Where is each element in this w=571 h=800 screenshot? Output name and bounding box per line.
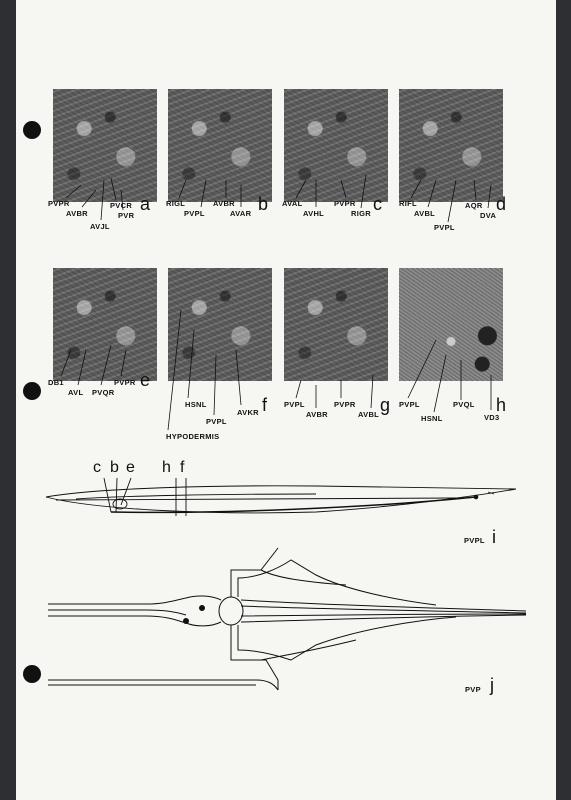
label: PVPR	[334, 199, 356, 208]
label: RIGL	[166, 199, 186, 208]
marker-b: b	[110, 459, 119, 476]
label: PVR	[118, 211, 135, 220]
panel-letter: f	[262, 395, 268, 415]
panel-letter: h	[496, 395, 507, 415]
label: DVA	[480, 211, 497, 220]
label: AVHL	[303, 209, 325, 218]
panel-letter: g	[380, 395, 391, 415]
marker-e: e	[126, 459, 135, 476]
label: AVBR	[306, 410, 328, 419]
label: PVPR	[114, 378, 136, 387]
marker-f: f	[180, 459, 185, 476]
label: PVCR	[110, 201, 133, 210]
label: RIFL	[399, 199, 417, 208]
label: AVBR	[66, 209, 88, 218]
label: PVPL	[399, 400, 420, 409]
label: AVAR	[230, 209, 252, 218]
label: PVQR	[92, 388, 115, 397]
neuron-label: PVPL	[464, 536, 485, 545]
panel-letter: d	[496, 194, 507, 214]
marker-c: c	[93, 459, 101, 476]
label: PVPL	[206, 417, 227, 426]
label: AVL	[68, 388, 84, 397]
panel-letter: i	[492, 527, 496, 547]
label: PVQL	[453, 400, 475, 409]
label: AVAL	[282, 199, 303, 208]
label: PVPL	[184, 209, 205, 218]
label: PVPL	[284, 400, 305, 409]
label: PVPL	[434, 223, 455, 232]
panel-letter: b	[258, 194, 269, 214]
panel-letter: e	[140, 370, 151, 390]
label: PVPR	[48, 199, 70, 208]
label: AVBL	[414, 209, 436, 218]
label: HSNL	[185, 400, 207, 409]
paper-page	[16, 0, 556, 800]
neuron-label: PVP	[465, 685, 481, 694]
label: HSNL	[421, 414, 443, 423]
label: HYPODERMIS	[166, 432, 220, 441]
marker-h: h	[162, 459, 171, 476]
label: AVBL	[358, 410, 380, 419]
label: AVKR	[237, 408, 259, 417]
label: PVPR	[334, 400, 356, 409]
label: RIGR	[351, 209, 371, 218]
label: VD3	[484, 413, 500, 422]
label: AVJL	[90, 222, 110, 231]
panel-letter: j	[490, 675, 494, 695]
panel-letter: c	[373, 194, 382, 214]
label: AQR	[465, 201, 483, 210]
worm-diagram-j	[48, 548, 526, 690]
worm-diagram-i	[46, 478, 516, 516]
label: DB1	[48, 378, 64, 387]
label: AVBR	[213, 199, 235, 208]
panel-letter: a	[140, 194, 151, 214]
